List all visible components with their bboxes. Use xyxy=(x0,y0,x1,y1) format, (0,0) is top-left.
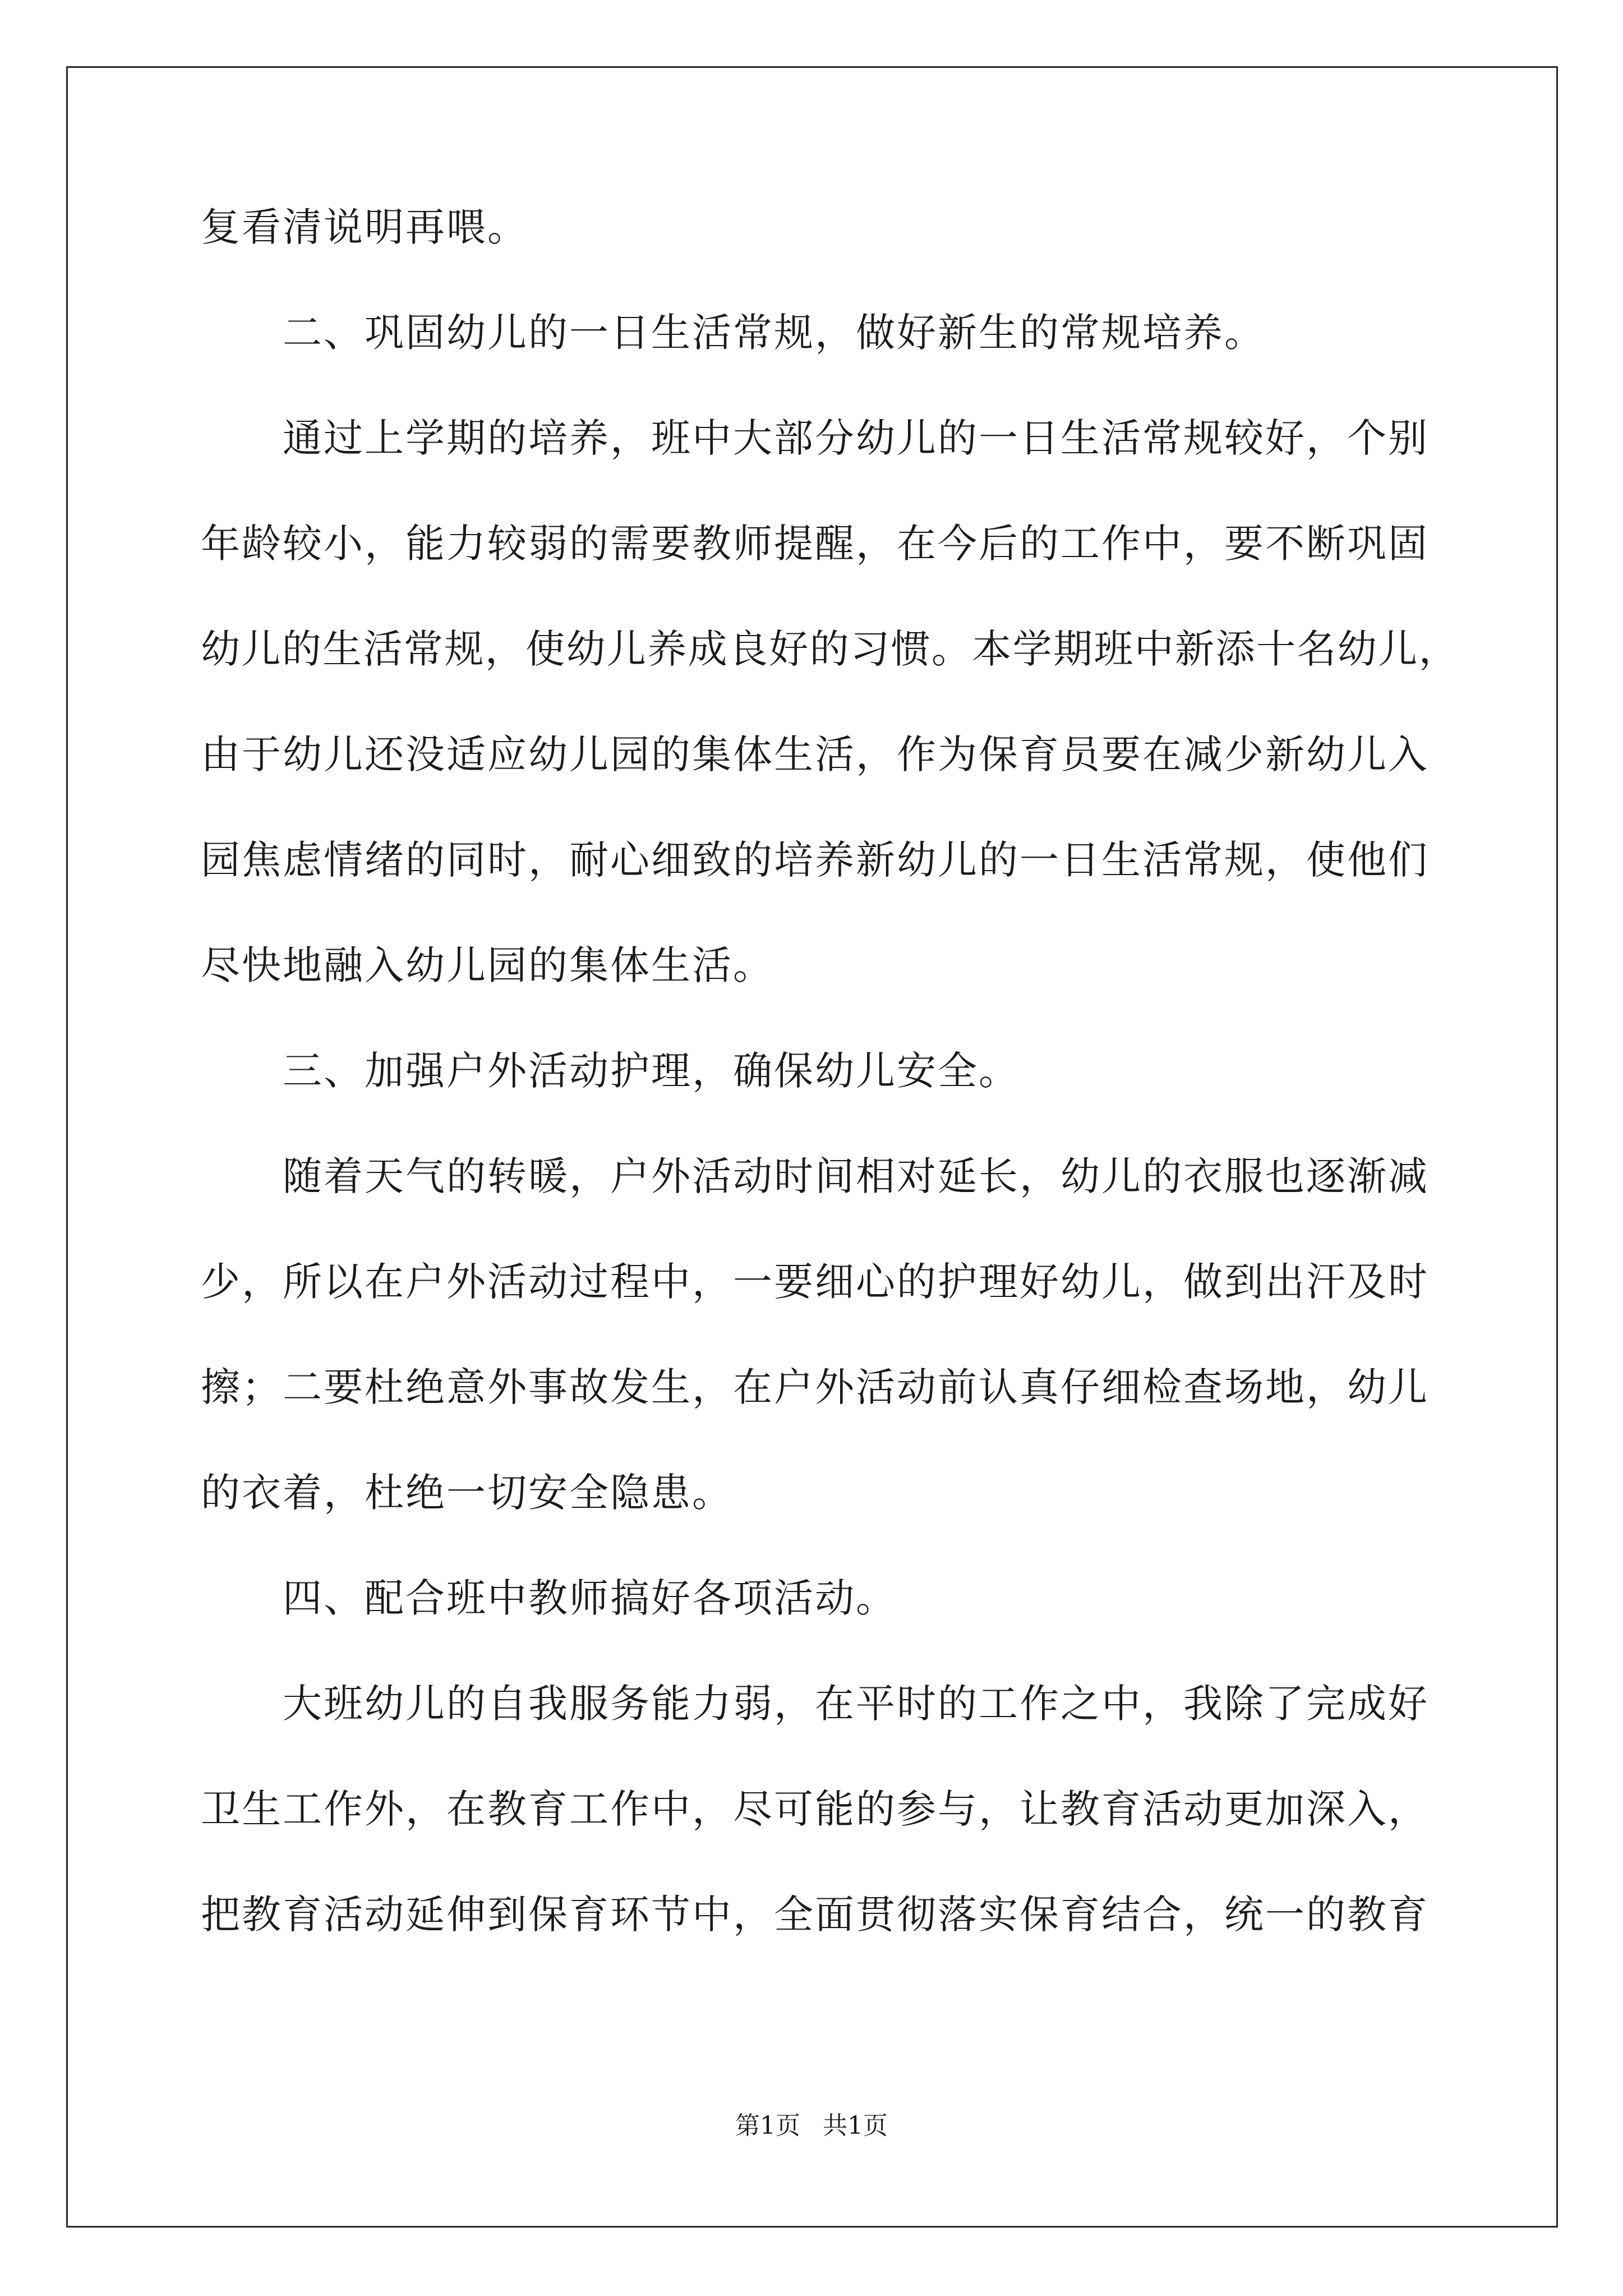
text-line: 的衣着，杜绝一切安全隐患。 xyxy=(201,1470,733,1516)
text-line: 通过上学期的培养，班中大部分幼儿的一日生活常规较好，个别 xyxy=(283,415,1429,461)
text-line: 幼儿的生活常规，使幼儿养成良好的习惯。本学期班中新添十名幼儿， xyxy=(201,626,1459,672)
text-line: 把教育活动延伸到保育环节中，全面贯彻落实保育结合，统一的教育 xyxy=(201,1892,1429,1938)
text-line: 园焦虑情绪的同时，耐心细致的培养新幼儿的一日生活常规，使他们 xyxy=(201,837,1429,883)
text-line: 尽快地融入幼儿园的集体生活。 xyxy=(201,942,774,988)
text-line: 复看清说明再喂。 xyxy=(201,204,528,250)
text-line: 年龄较小，能力较弱的需要教师提醒，在今后的工作中，要不断巩固 xyxy=(201,521,1429,567)
text-line: 卫生工作外，在教育工作中，尽可能的参与，让教育活动更加深入， xyxy=(201,1786,1429,1832)
page-number: 第1页 xyxy=(735,2111,800,2140)
text-line: 少，所以在户外活动过程中，一要细心的护理好幼儿，做到出汗及时 xyxy=(201,1259,1429,1305)
text-line: 擦；二要杜绝意外事故发生，在户外活动前认真仔细检查场地，幼儿 xyxy=(201,1364,1429,1410)
page-footer xyxy=(0,2109,1623,2143)
page-total: 共1页 xyxy=(823,2111,888,2140)
text-line: 大班幼儿的自我服务能力弱，在平时的工作之中，我除了完成好 xyxy=(283,1681,1429,1727)
text-line: 由于幼儿还没适应幼儿园的集体生活，作为保育员要在减少新幼儿入 xyxy=(201,731,1429,777)
text-line: 三、加强户外活动护理，确保幼儿安全。 xyxy=(283,1048,1020,1094)
text-line: 四、配合班中教师搞好各项活动。 xyxy=(283,1575,897,1621)
text-line: 二、巩固幼儿的一日生活常规，做好新生的常规培养。 xyxy=(283,310,1265,356)
text-line: 随着天气的转暖，户外活动时间相对延长，幼儿的衣服也逐渐减 xyxy=(283,1153,1429,1199)
